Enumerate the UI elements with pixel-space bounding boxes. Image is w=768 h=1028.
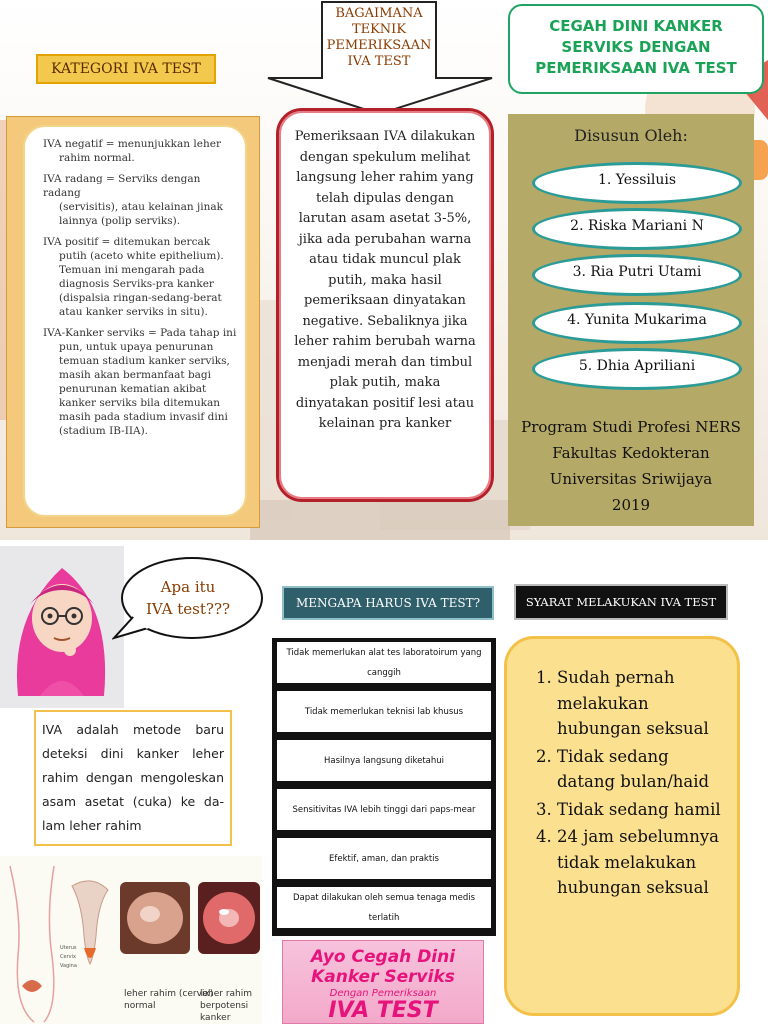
- hijab-girl-illustration: [0, 546, 124, 708]
- arrow-label: [322, 6, 436, 70]
- kategori-item-head: IVA positif = ditemukan bercak: [43, 236, 211, 248]
- kategori-item-head: IVA radang = Serviks dengan radang: [43, 173, 201, 199]
- syarat-item: 2. Tidak sedang datang bulan/haid: [557, 744, 725, 795]
- bubble-text: [130, 576, 246, 620]
- kategori-item: [43, 326, 237, 438]
- kategori-item: [43, 137, 237, 165]
- teknik-panel: Pemeriksaan IVA dilakukan dengan spekulum melihat langsung leher rahim yang telah dipulas dengan larutan asam asetat 3-5%, jika ada perubahan warna atau tidak muncul plak putih, maka hasil pemeriksaan dinyatakan negative. Sebaliknya jika leher rahim berubah warna menjadi merah dan timbul plak putih, maka dinyatakan positif lesi atau kelainan pra kanker: [276, 108, 494, 502]
- reason-item: Tidak memerlukan teknisi lab khusus: [275, 689, 493, 734]
- arrow-label-line: TEKNIK: [351, 22, 407, 37]
- caption-normal-line: leher rahim (cervix): [124, 989, 214, 999]
- author-name: 4. Yunita Mukarima: [532, 302, 742, 344]
- kategori-item-body: putih (aceto white epithelium). Temuan ini mengarah pada diagnosis Serviks-pra kanker (dispalsia ringan-sedang-berat atau kanker serviks in situ).: [59, 250, 224, 318]
- arrow-label-line: IVA TEST: [347, 54, 411, 69]
- syarat-label: SYARAT MELAKUKAN IVA TEST: [514, 584, 728, 620]
- caption-abnormal-line: leher rahim: [200, 989, 253, 999]
- kategori-item-head: IVA-Kanker serviks = Pada tahap ini: [43, 327, 237, 339]
- reason-item: Dapat dilakukan oleh semua tenaga medis terlatih: [275, 885, 493, 930]
- reason-item: Tidak memerlukan alat tes laboratoirum yang canggih: [275, 640, 493, 685]
- kategori-item-body: pun, untuk upaya penurunan temuan stadium kanker serviks, masih akan bermanfaat bagi penurunan kematian akibat kanker serviks bila ditemukan masih pada stadium invasif dini (stadium IB-IIA).: [59, 341, 230, 437]
- bubble-line: Apa itu: [160, 578, 216, 596]
- arrow-label-line: BAGAIMANA: [335, 6, 423, 21]
- definition-box: IVA adalah metode baru deteksi dini kanker leher rahim dengan mengoleskan asam asetat (cuka) ke da-lam leher rahim: [34, 710, 232, 846]
- caption-normal-line: normal: [124, 1001, 156, 1011]
- kategori-label: KATEGORI IVA TEST: [36, 54, 216, 84]
- title-line: CEGAH DINI KANKER: [549, 17, 723, 35]
- disusun-panel: [508, 114, 754, 526]
- syarat-panel: [504, 636, 740, 1016]
- poster-line: IVA TEST: [328, 998, 438, 1023]
- diagram-label: Cervix: [60, 954, 76, 960]
- kategori-item-head: IVA negatif = menunjukkan leher: [43, 138, 221, 150]
- main-title: [508, 4, 764, 94]
- title-line: PEMERIKSAAN IVA TEST: [535, 59, 737, 77]
- diagram-label: Vagina: [60, 963, 77, 969]
- arrow-label-line: PEMERIKSAAN: [326, 38, 432, 53]
- author-name: 2. Riska Mariani N: [532, 208, 742, 250]
- disusun-title: Disusun Oleh:: [574, 126, 688, 145]
- caption-abnormal-line: berpotensi kanker: [200, 1001, 249, 1023]
- kategori-panel: [6, 116, 260, 528]
- reason-item: Sensitivitas IVA lebih tinggi dari paps-mear: [275, 787, 493, 832]
- bubble-line: IVA test???: [145, 600, 231, 618]
- mengapa-label: MENGAPA HARUS IVA TEST?: [282, 586, 494, 620]
- diagram-label: Uterus: [60, 945, 77, 951]
- syarat-item: 4. 24 jam sebelumnya tidak melakukan hubungan seksual: [557, 824, 725, 901]
- program-line: 2019: [611, 496, 651, 514]
- program-line: Universitas Sriwijaya: [549, 470, 713, 488]
- kategori-item-body: rahim normal.: [59, 152, 135, 164]
- campaign-poster: [282, 940, 484, 1024]
- author-name: 5. Dhia Apriliani: [532, 348, 742, 390]
- title-line: SERVIKS DENGAN: [561, 38, 711, 56]
- kategori-item: [43, 172, 237, 228]
- syarat-item: 3. Tidak sedang hamil: [557, 797, 725, 823]
- author-name: 1. Yessiluis: [532, 162, 742, 204]
- program-line: Fakultas Kedokteran: [552, 444, 710, 462]
- reasons-list: [272, 638, 496, 936]
- poster-line: Dengan Pemeriksaan: [329, 988, 437, 999]
- avatar: [0, 546, 124, 708]
- cervix-diagram: [0, 856, 262, 1024]
- author-name: 3. Ria Putri Utami: [532, 254, 742, 296]
- syarat-item: 1. Sudah pernah melakukan hubungan seksual: [557, 665, 725, 742]
- program-info: [508, 414, 754, 518]
- syarat-list: [521, 665, 725, 901]
- program-line: Program Studi Profesi NERS: [521, 418, 741, 436]
- kategori-list: [23, 125, 247, 517]
- kategori-item: [43, 235, 237, 319]
- reason-item: Efektif, aman, dan praktis: [275, 836, 493, 881]
- kategori-item-body: (servisitis), atau kelainan jinak lainnya (polip serviks).: [59, 201, 224, 227]
- poster-line: Kanker Serviks: [311, 967, 455, 987]
- poster-line: Ayo Cegah Dini: [310, 947, 456, 967]
- reason-item: Hasilnya langsung diketahui: [275, 738, 493, 783]
